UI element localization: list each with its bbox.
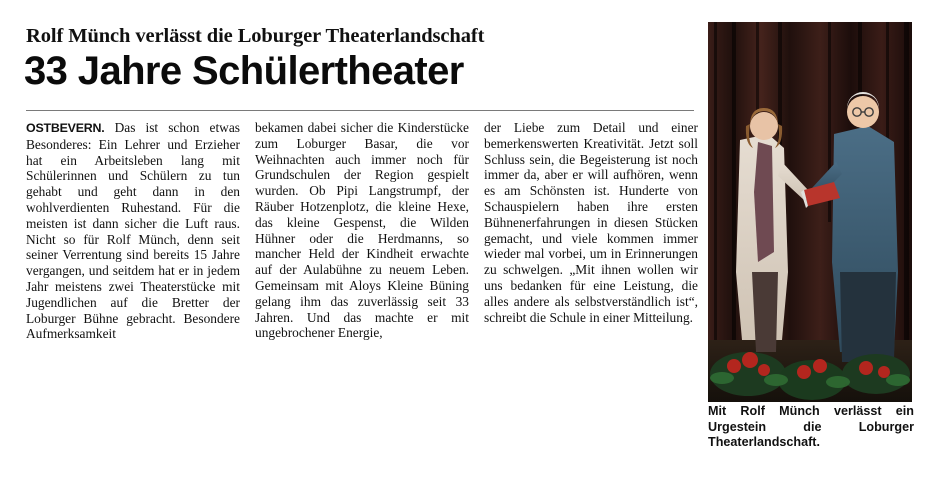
article-dateline: OSTBEVERN. (26, 121, 105, 135)
article-body-columns (26, 120, 698, 468)
header-divider-rule (26, 110, 694, 111)
article-photo-wrapper (708, 22, 912, 402)
article-kicker: Rolf Münch verlässt die Loburger Theaterlandschaft (26, 25, 485, 47)
stage-photo-illustration (708, 22, 912, 402)
article-column-1 (26, 120, 240, 468)
article-column-2-text: bekamen dabei sicher die Kinderstücke zum Loburger Basar, die vor Weihnachten auch immer noch für Grundschulen der Region gespielt wurden. Ob Pipi Langstrumpf, der Räuber Hotzenplotz, die kleine Hexe, das kleine Gespenst, die Wilden Hühner oder die Herdmanns, so mancher Held der Kindheit erwachte auf der Aulabühne zu neuem Leben. Gemeinsam mit Aloys Kleine Büning gelang ihm das zuverlässig seit 33 Jahren. Und das machte er mit ungebrochener Energie, (255, 120, 469, 341)
photo-caption: Mit Rolf Münch verlässt ein Urgestein die Loburger Theaterlandschaft. (708, 404, 914, 450)
article-column-1-text: Das ist schon etwas Besonderes: Ein Lehrer und Erzieher hat ein Arbeitsleben lang mit Schülerinnen und Schülern zu tun gehabt und geht dann in den wohlverdienten Ruhestand. Für die meisten ist dann sicher die Luft raus. Nicht so für Rolf Münch, denn seit seiner Verrentung sind bereits 15 Jahre vergangen, und seitdem hat er in jedem Jahr meistens zwei Theaterstücke mit Jugendlichen auf die Bretter der Loburger Bühne gebracht. Besondere Aufmerksamkeit (26, 120, 240, 342)
article-column-3 (484, 120, 698, 468)
article-photo (708, 22, 912, 402)
article-column-3-text: der Liebe zum Detail und einer bemerkenswerten Kreativität. Jetzt soll Schluss sein, die Begeisterung ist noch immer da, aber er will aufhören, wenn es am Schönsten ist. Hunderte von Schauspielern haben ihre ersten Bühnenerfahrungen in diesen Stücken gemacht, und viele kommen immer wieder mal vorbei, um in Erinnerungen zu schwelgen. „Mit ihnen wollen wir uns bedanken für eine Leistung, die alles andere als selbstverständlich ist“, schreibt die Schule in einer Mitteilung. (484, 120, 698, 325)
article-headline: 33 Jahre Schülertheater (24, 49, 464, 93)
article-column-2 (255, 120, 469, 468)
